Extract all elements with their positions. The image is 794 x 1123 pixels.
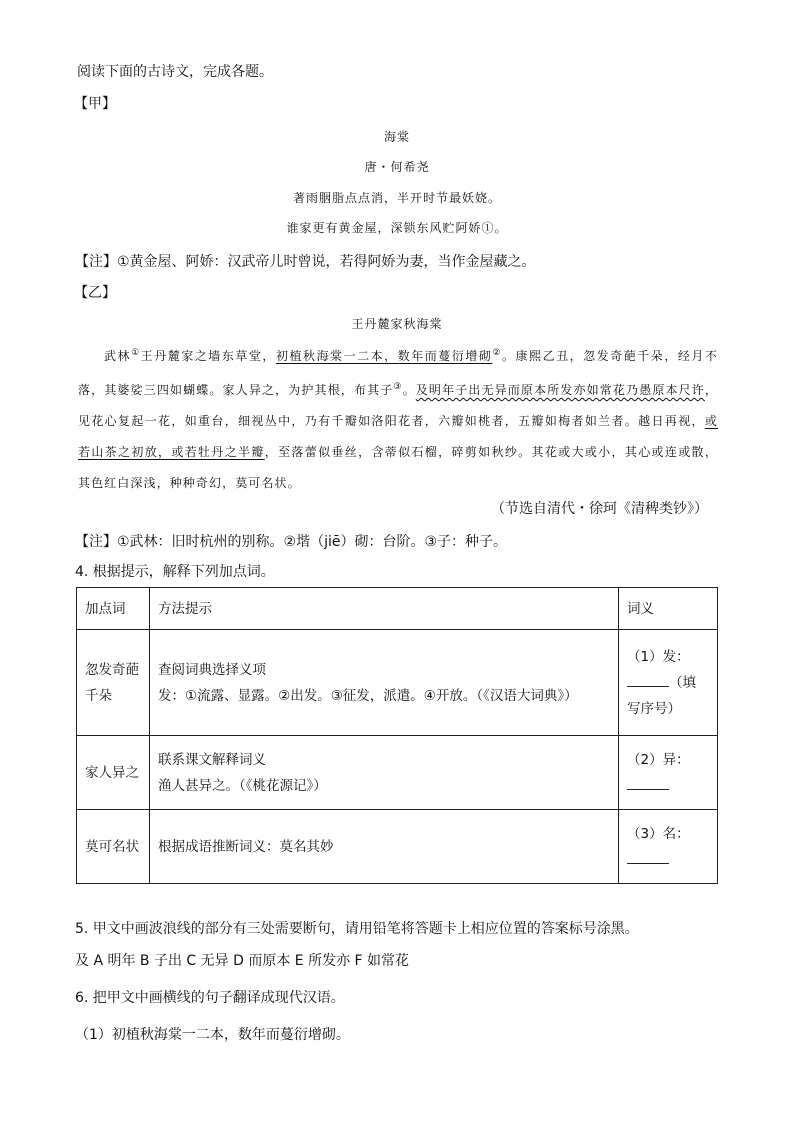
prose-source: （节选自清代・徐珂《清稗类钞》）: [491, 501, 708, 517]
answer-label: （3）名：: [627, 825, 690, 842]
wavy-sentence: 及明年子出无异而原本所发亦如常花乃愚原本尺许: [415, 383, 705, 397]
word-text: 千朵: [85, 687, 112, 704]
poem-title: 海棠: [383, 130, 410, 144]
prose-text: 。康熙乙丑，忽发奇葩千朵，经月不落，其婆娑三四如蝴蝶。家人异之，为护其根，布其子: [78, 349, 719, 397]
section-a-label: 【甲】: [74, 96, 116, 112]
table-cell-hint: [150, 630, 619, 736]
table-cell-word: [77, 630, 150, 736]
prose-text: 。: [402, 383, 416, 397]
hint-text: 发：①流露、显露。②出发。③征发，派遣。④开放。（《汉语大词典》）: [158, 687, 578, 704]
poem-line-2: 谁家更有黄金屋，深锁东风贮阿娇①。: [286, 221, 508, 235]
intro-text: 阅读下面的古诗文，完成各题。: [77, 64, 273, 80]
footnote-marker-3: ③: [393, 382, 403, 392]
question-6-item-1: （1）初植秋海棠一二本，数年而蔓衍增砌。: [75, 1027, 350, 1043]
prose-text: 武林: [104, 349, 132, 363]
answer-blank[interactable]: [627, 847, 669, 864]
hint-table: [76, 587, 718, 884]
prose-text: ，至落蕾似垂丝，含蒂似石榴，碎剪如秋纱。其花或大或小，其心或连或散，其色红白深浅，种种奇幻，莫可名状。: [78, 445, 718, 490]
table-row: [77, 736, 718, 810]
underlined-sentence-1: 初植秋海棠一二本，数年而蔓衍增砌: [275, 349, 493, 363]
section-b-note: 【注】①武林：旧时杭州的别称。②堦（jiē）砌：台阶。③子：种子。: [75, 534, 508, 550]
question-4-prompt: 4. 根据提示，解释下列加点词。: [75, 564, 275, 580]
table-cell-hint: [150, 736, 619, 810]
word-text: 忽发奇葩: [85, 661, 139, 678]
answer-blank[interactable]: [627, 670, 669, 687]
table-cell-answer: [619, 810, 718, 884]
footnote-marker-2: ②: [492, 348, 502, 358]
answer-label: （填: [669, 674, 696, 691]
hint-text: 渔人甚异之。（《桃花源记》）: [158, 777, 327, 794]
answer-label: （1）发：: [627, 648, 690, 665]
prose-title: 王丹麓家秋海棠: [351, 317, 443, 331]
underlined-sentence-2: 或若山茶之初放，或若牡丹之半瓣: [78, 414, 718, 459]
table-header: 方法提示: [150, 588, 619, 630]
table-cell-answer: [619, 736, 718, 810]
table-row: [77, 810, 718, 884]
hint-text: 查阅词典选择义项: [158, 661, 266, 678]
poem-line-1: 著雨胭脂点点消，半开时节最妖娆。: [292, 191, 501, 205]
prose-paragraph: [78, 338, 718, 499]
table-row: [77, 630, 718, 736]
poem-author: 唐・何希尧: [364, 160, 430, 174]
question-6-prompt: 6. 把甲文中画横线的句子翻译成现代汉语。: [75, 990, 345, 1006]
table-cell-word: 家人异之: [77, 736, 150, 810]
prose-text: ，见花心复起一花，如重台，细视丛中，乃有千瓣如洛阳花者，六瓣如桃者，五瓣如梅者如兰者。越日再视，: [78, 383, 719, 428]
table-cell-hint: 根据成语推断词义：莫名其妙: [150, 810, 619, 884]
prose-text: 王丹麓家之墙东草堂，: [140, 349, 276, 363]
answer-blank[interactable]: [627, 773, 669, 790]
table-cell-word: 莫可名状: [77, 810, 150, 884]
section-b-label: 【乙】: [74, 285, 116, 301]
question-5-line: 及 A 明年 B 子出 C 无异 D 而原本 E 所发亦 F 如常花: [75, 953, 410, 969]
answer-label: （2）异：: [627, 751, 690, 768]
answer-label: 写序号）: [627, 700, 681, 717]
table-header: 词义: [619, 588, 718, 630]
hint-text: 联系课文解释词义: [158, 751, 266, 768]
table-cell-answer: [619, 630, 718, 736]
table-header: 加点词: [77, 588, 150, 630]
section-a-note: 【注】①黄金屋、阿娇：汉武帝儿时曾说，若得阿娇为妻，当作金屋藏之。: [75, 254, 536, 270]
question-5-prompt: 5. 甲文中画波浪线的部分有三处需要断句，请用铅笔将答题卡上相应位置的答案标号涂黑。: [75, 921, 639, 937]
footnote-marker-1: ①: [131, 348, 141, 358]
